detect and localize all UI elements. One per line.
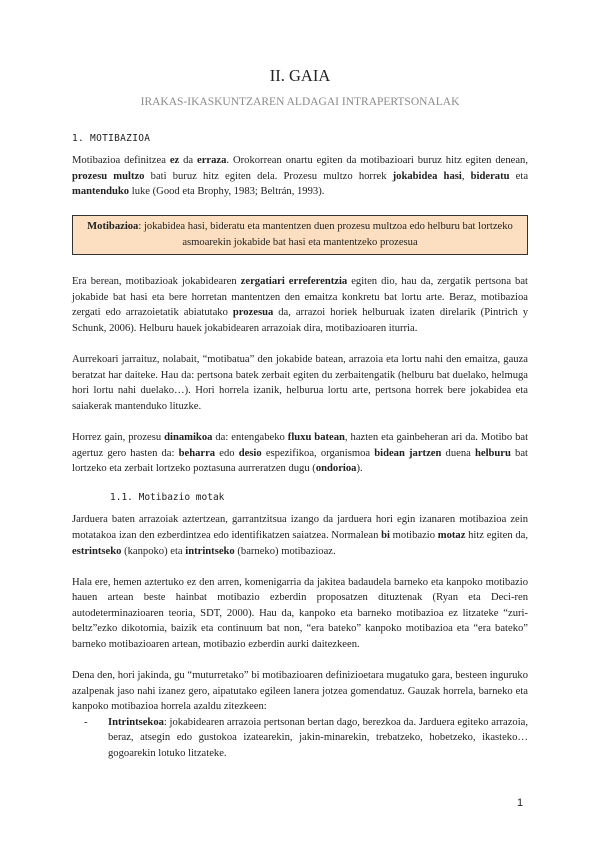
- paragraph: [72, 575, 528, 653]
- text-run: egiten dio, hau da, zergatik pertsona bat jokabide bat hasi eta bere horretan mantentzen den emaitza konkretu bat lortu arte. Beraz, motibazioa zergati edo arrazoietatik abiatutako: [72, 276, 529, 319]
- bold-text: bidean jartzen: [374, 447, 442, 459]
- text-run: da, arrazoi horiek helburuak izaten direlarik (Pintrich y Schunk, 2006). Helburu hauek jokabidearen arrazoiak dira, motibazioaren iturria.: [72, 307, 528, 335]
- text-run: hitz egiten da,: [465, 529, 528, 541]
- bold-text: prozesu multzo: [72, 170, 145, 182]
- paragraph: [72, 430, 528, 477]
- bold-text: erraza: [197, 155, 227, 166]
- bold-text: mantenduko: [72, 186, 130, 198]
- text-run: (kanpoko) eta: [121, 545, 186, 557]
- paragraph: [72, 352, 528, 414]
- subsection-heading-motibazio-motak: 1.1. Motibazio motak: [110, 492, 225, 504]
- chapter-subtitle: IRAKAS-IKASKUNTZAREN ALDAGAI INTRAPERTSONALAK: [140, 96, 460, 108]
- text-run: ,: [461, 170, 471, 182]
- text-run: bat lortzeko eta zerbait lortzeko poztasuna aurreratzen dugu (: [72, 447, 528, 475]
- text-run: Horrez gain, prozesu: [72, 432, 165, 444]
- text-run: da: [179, 155, 198, 166]
- paragraph: [72, 153, 528, 200]
- list-item-intrintsekoa: [72, 715, 528, 762]
- list-dash: -: [84, 716, 88, 728]
- bold-text: beharra: [178, 447, 216, 459]
- list-item-text: [108, 717, 528, 759]
- text-run: Era berean, motibazioak jokabidearen: [72, 276, 241, 288]
- bold-text: helburu: [474, 447, 511, 459]
- text-run: ).: [356, 463, 363, 475]
- paragraph: [72, 274, 528, 336]
- bold-text: ondorioa: [315, 463, 357, 475]
- bold-text: dinamikoa: [164, 432, 213, 444]
- text-run: espezifikoa, organismoa: [261, 447, 375, 459]
- bold-text: prozesua: [232, 307, 274, 319]
- bold-text: bideratu: [470, 170, 510, 182]
- text-run: Aurrekoari jarraituz, nolabait, “motibatua” den jokabide batean, arrazoia eta lortu nahi den emaitza, gauza beratzat har daiteke. Hau da: pertsona batek zerbait egiten du zerbaitengatik (helburu bat duelako, helmuga hori lortu nahi duelako…). Hori horrela izanik, helburua lortu arte, pertsona horrek bere jokabidea eta saiakerak mantenduko lituzke.: [72, 354, 528, 412]
- paragraph: [72, 512, 528, 559]
- bold-text: motaz: [437, 529, 466, 541]
- text-run: Motibazioa definitzea: [72, 155, 170, 166]
- text-run: da: entengabeko: [212, 432, 288, 444]
- text-run: : jokabidea hasi, bideratu eta mantentzen duen prozesu multzoa edo helburu bat lortzeko asmoarekin jokabide bat hasi eta mantentzeko prozesua: [138, 221, 513, 249]
- text-run: Jarduera baten arrazoiak aztertzean, garrantzitsua izango da jarduera hori egin izanaren motibazioa zein motatakoa izan den ezberdintzea edo identifikatzen saiatzea. Normalean: [72, 514, 528, 541]
- text-run: (barneko) motibazioaz.: [234, 545, 336, 557]
- bold-text: zergatiari erreferentzia: [240, 276, 348, 288]
- chapter-title: II. GAIA: [269, 66, 331, 85]
- bold-text: Motibazioa: [87, 221, 139, 233]
- text-run: motibazio: [389, 529, 438, 541]
- text-run: Dena den, hori jakinda, gu “muturretako” bi motibazioaren definizioetara mugatuko gara, besteen inguruko azalpenak jaso nahi izanez gero, aipatutako egileen lanera jotzea gomendatuz. Gauzak horrela, barneko eta kanpoko motibazioa horrela azaldu zitezkeen:: [72, 670, 528, 713]
- paragraph: [72, 668, 528, 715]
- text-run: . Orokorrean onartu egiten da motibazioari buruz hitz egiten denean,: [226, 155, 528, 166]
- text-run: eta: [509, 170, 529, 182]
- text-run: Hala ere, hemen aztertuko ez den arren, komenigarria da jakitea badaudela barneko eta kanpoko motibazio hauen artean beste hainbat motibazio ezberdin proposatzen dituztenak (Ryan eta Deci-ren autodeterminazioaren teoria, SDT, 2000). Hau da, kanpoko eta barneko motibazioa ez litzateke “zuri-beltz”ezko dikotomia, baizik eta continuum bat non, “era bateko” kanpoko motibazioa eta “era bateko” barneko motibazioaren artean, motibazio ezberdin aurki daitezkeen.: [72, 576, 528, 650]
- document-body: [72, 133, 528, 762]
- bold-text: bi: [381, 529, 390, 541]
- text-run: , hazten eta gainbeheran ari da. Motibo bat agertuz gero hasten da:: [72, 432, 529, 459]
- bold-text: Intrintsekoa: [108, 716, 164, 728]
- text-run: edo: [215, 447, 239, 459]
- bold-text: ez: [169, 155, 180, 166]
- bold-text: fluxu batean: [287, 432, 345, 444]
- page-number: 1: [517, 797, 524, 809]
- text-run: duena: [441, 447, 475, 459]
- definition-box: [72, 215, 528, 255]
- bold-text: desio: [238, 447, 262, 459]
- section-heading-motibazioa: 1. MOTIBAZIOA: [72, 133, 151, 144]
- bold-text: estrintseko: [72, 545, 122, 557]
- text-run: luke (Good eta Brophy, 1983; Beltrán, 1993).: [129, 186, 325, 198]
- text-run: bati buruz hitz egiten dela. Prozesu multzo horrek: [144, 170, 393, 182]
- bullet-list: [72, 715, 528, 762]
- bold-text: intrintseko: [185, 545, 235, 557]
- text-run: : jokabidearen arrazoia pertsonan bertan dago, berezkoa da. Jarduera egiteko arrazoia, beraz, atsegin edo gustokoa izatearekin, jakin-minarekin, trebatzeko, hobetzeko, ikasteko… gogoarekin lotuko litzateke.: [108, 716, 528, 760]
- bold-text: jokabidea hasi: [392, 170, 462, 182]
